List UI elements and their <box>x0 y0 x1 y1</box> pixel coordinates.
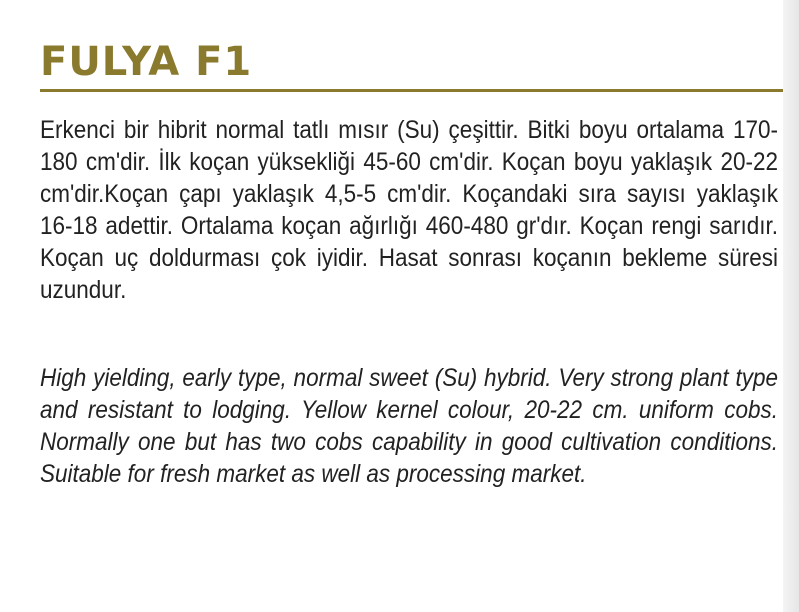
product-title: FULYA F1 <box>40 39 253 85</box>
page-edge-strip <box>783 0 799 612</box>
title-divider <box>40 89 783 92</box>
english-description: High yielding, early type, normal sweet (Su) hybrid. Very strong plant type and resistant to lodging. Yellow kernel colour, 20-22 cm. uniform cobs. Normally one but has two cobs capability in good cultivation conditions. Suitable for fresh market as well as processing market. <box>40 364 778 488</box>
turkish-description: Erkenci bir hibrit normal tatlı mısır (Su) çeşittir. Bitki boyu ortalama 170-180 cm'dir. İlk koçan yüksekliği 45-60 cm'dir. Koçan boyu yaklaşık 20-22 cm'dir.Koçan çapı yaklaşık 4,5-5 cm'dir. Koçandaki sıra sayısı yaklaşık 16-18 adettir. Ortalama koçan ağırlığı 460-480 gr'dır. Koçan rengi sarıdır. Koçan uç doldurması çok iyidir. Hasat sonrası koçanın bekleme süresi uzundur. <box>40 116 778 304</box>
